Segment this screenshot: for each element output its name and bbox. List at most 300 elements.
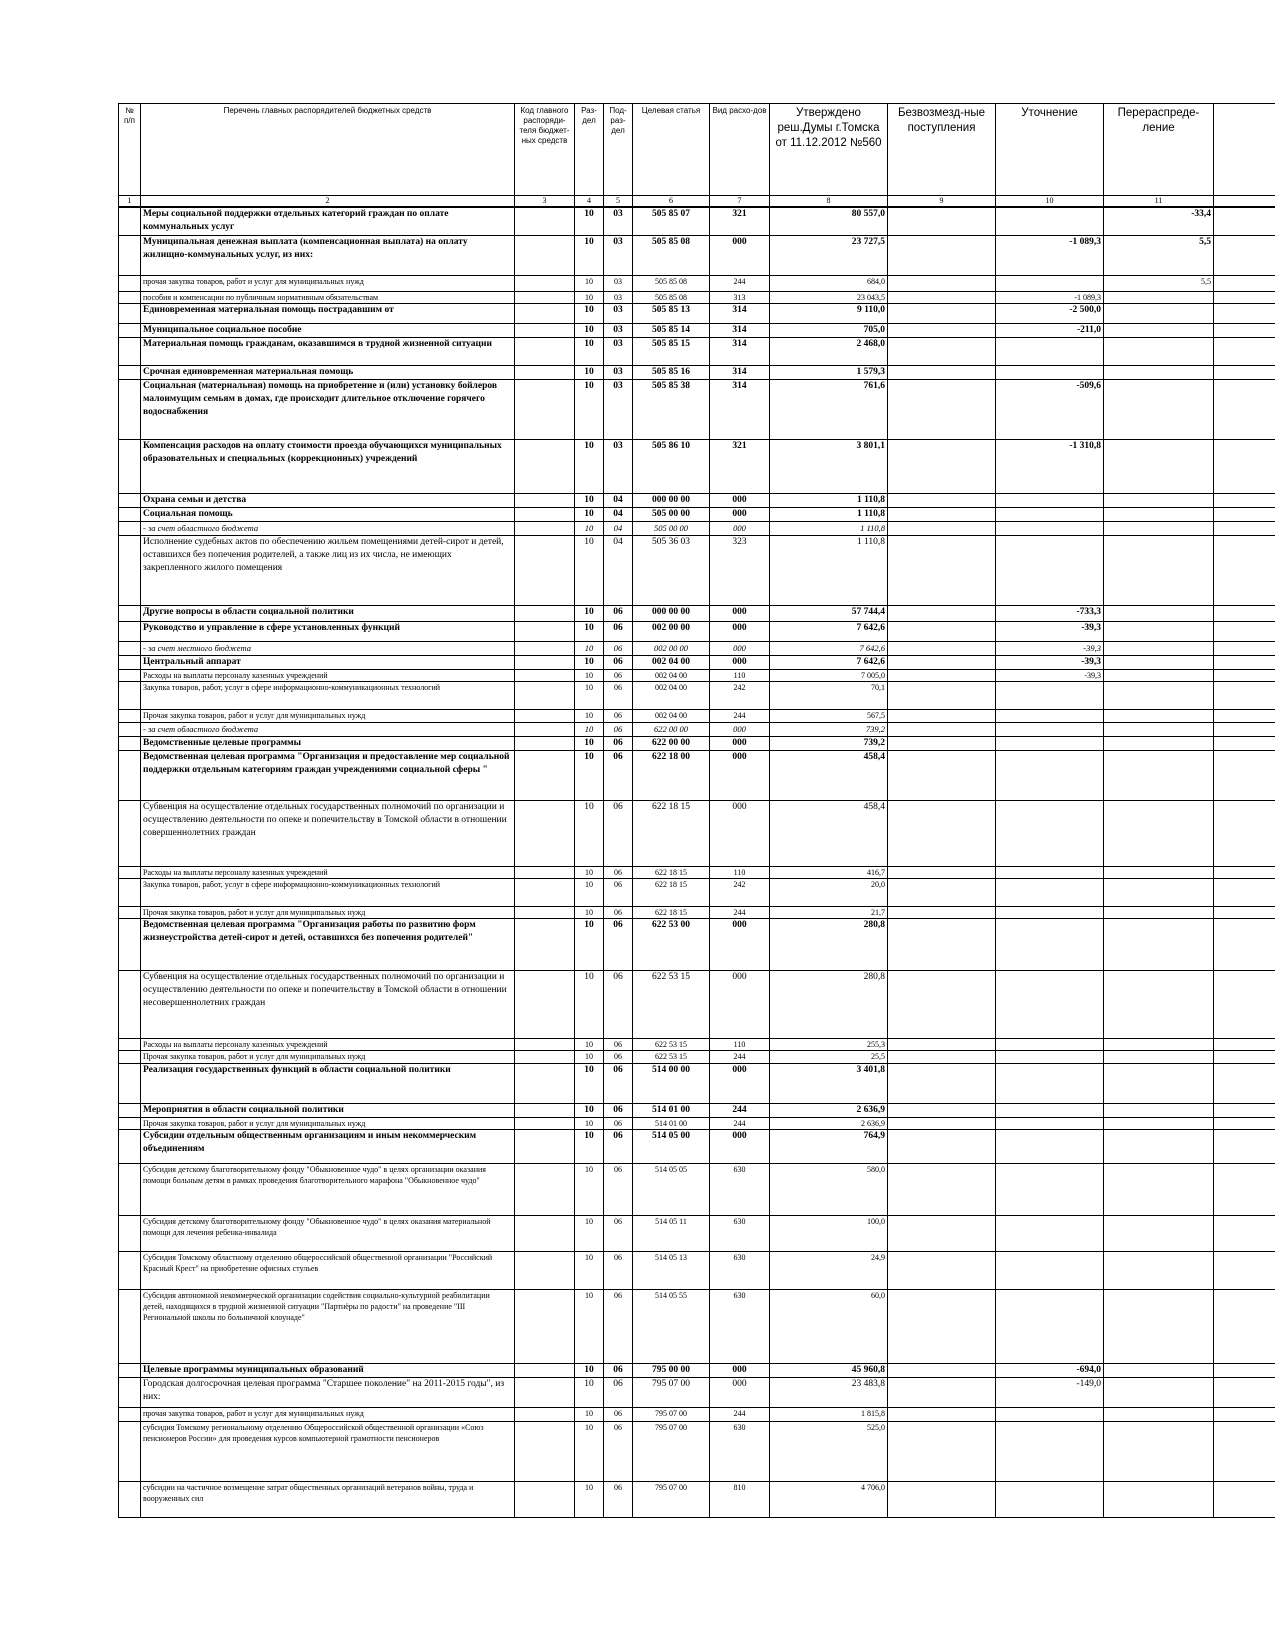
cell-vid: 000 [710,235,770,275]
cell-num [119,750,141,800]
cell-podrazdel: 03 [604,365,633,379]
cell-pereraspredelenie [1104,1363,1214,1377]
cell-num [119,800,141,866]
cell-pereraspredelenie [1104,1481,1214,1517]
cell-razdel: 10 [575,507,604,521]
cell-utverzhdeno: 70,1 [770,681,888,709]
cell-utverzhdeno: 45 960,8 [770,1363,888,1377]
cell-utverzhdeno: 4 706,0 [770,1481,888,1517]
header-num: № п/п [119,104,141,196]
table-row [119,1103,1275,1117]
cell-vid: 000 [710,800,770,866]
cell-utverzhdeno: 25,5 [770,1050,888,1063]
cell-pereraspredelenie [1104,681,1214,709]
cell-pereraspredelenie [1104,605,1214,621]
cell-statya: 002 04 00 [633,669,710,681]
cell-name: Другие вопросы в области социальной политики [141,605,515,621]
cell-statya: 505 85 14 [633,323,710,337]
cell-cut [1214,641,1275,655]
cell-utochnenie [996,800,1104,866]
cell-utochnenie [996,1050,1104,1063]
cell-kod [515,669,575,681]
cell-name: Расходы на выплаты персоналу казенных учреждений [141,866,515,878]
cell-utverzhdeno: 60,0 [770,1289,888,1363]
cell-cut [1214,878,1275,906]
cell-cut [1214,1251,1275,1289]
cell-num [119,337,141,365]
cell-statya: 514 00 00 [633,1063,710,1103]
cell-num [119,1050,141,1063]
cell-cut [1214,655,1275,669]
cell-podrazdel: 06 [604,906,633,918]
cell-pereraspredelenie [1104,709,1214,722]
cell-razdel: 10 [575,1377,604,1407]
cell-num [119,207,141,235]
cell-utverzhdeno: 1 815,8 [770,1407,888,1421]
cell-statya: 622 53 15 [633,1050,710,1063]
cell-kod [515,493,575,507]
table-row [119,722,1275,736]
cell-pereraspredelenie [1104,535,1214,605]
cell-name: субсидия Томскому региональному отделению Общероссийской общественной организации «Союз пенсионеров России» для проведения курсов компьютерной грамотности пенсионеров [141,1421,515,1481]
cell-razdel: 10 [575,535,604,605]
cell-kod [515,1163,575,1215]
cell-cut [1214,621,1275,641]
cell-kod [515,1363,575,1377]
index-cell: 9 [888,196,996,208]
cell-razdel: 10 [575,1103,604,1117]
cell-utverzhdeno: 57 744,4 [770,605,888,621]
cell-utochnenie [996,1103,1104,1117]
cell-podrazdel: 06 [604,722,633,736]
cell-pereraspredelenie [1104,1063,1214,1103]
cell-vid: 244 [710,1117,770,1129]
cell-bezvozmezdnye [888,1103,996,1117]
header-cut-column [1214,104,1275,196]
cell-cut [1214,235,1275,275]
cell-utverzhdeno: 3 401,8 [770,1063,888,1103]
cell-pereraspredelenie [1104,1421,1214,1481]
cell-bezvozmezdnye [888,439,996,493]
cell-cut [1214,866,1275,878]
cell-podrazdel: 06 [604,669,633,681]
cell-vid: 000 [710,493,770,507]
cell-statya: 505 00 00 [633,521,710,535]
table-row [119,878,1275,906]
cell-num [119,669,141,681]
cell-utochnenie [996,207,1104,235]
index-cell: 7 [710,196,770,208]
cell-kod [515,709,575,722]
cell-cut [1214,365,1275,379]
cell-cut [1214,1129,1275,1163]
cell-statya: 002 00 00 [633,621,710,641]
cell-vid: 314 [710,323,770,337]
cell-cut [1214,1363,1275,1377]
table-header [119,104,1275,208]
cell-pereraspredelenie [1104,1377,1214,1407]
cell-pereraspredelenie [1104,1103,1214,1117]
cell-podrazdel: 06 [604,1129,633,1163]
cell-utverzhdeno: 3 801,1 [770,439,888,493]
cell-name: - за счет местного бюджета [141,641,515,655]
cell-statya: 795 00 00 [633,1363,710,1377]
cell-razdel: 10 [575,1421,604,1481]
cell-kod [515,439,575,493]
cell-name: Ведомственная целевая программа "Организация и предоставление мер социальной поддержки отдельным категориям граждан учреждениями социальной сферы " [141,750,515,800]
cell-cut [1214,439,1275,493]
cell-pereraspredelenie [1104,337,1214,365]
cell-cut [1214,507,1275,521]
cell-vid: 630 [710,1251,770,1289]
table-row [119,1251,1275,1289]
cell-name: Субвенция на осуществление отдельных государственных полномочий по организации и осуществлению деятельности по опеке и попечительству в Томской области в отношении несовершеннолетних граждан [141,970,515,1038]
cell-num [119,1251,141,1289]
cell-utochnenie [996,906,1104,918]
table-row [119,1377,1275,1407]
cell-utochnenie [996,1215,1104,1251]
cell-pereraspredelenie: 5,5 [1104,275,1214,291]
cell-kod [515,878,575,906]
cell-kod [515,681,575,709]
cell-vid: 313 [710,291,770,303]
table-row [119,1117,1275,1129]
cell-statya: 505 85 07 [633,207,710,235]
cell-statya: 505 85 15 [633,337,710,365]
cell-utverzhdeno: 1 110,8 [770,521,888,535]
cell-podrazdel: 06 [604,918,633,970]
cell-utochnenie [996,535,1104,605]
cell-kod [515,918,575,970]
cell-podrazdel: 06 [604,681,633,709]
cell-kod [515,1103,575,1117]
cell-name: Реализация государственных функций в области социальной политики [141,1063,515,1103]
cell-vid: 244 [710,1050,770,1063]
cell-razdel: 10 [575,323,604,337]
cell-utochnenie: -39,3 [996,621,1104,641]
cell-razdel: 10 [575,379,604,439]
table-row [119,621,1275,641]
cell-kod [515,621,575,641]
cell-kod [515,535,575,605]
table-row [119,291,1275,303]
cell-bezvozmezdnye [888,1481,996,1517]
cell-podrazdel: 03 [604,291,633,303]
cell-statya: 622 53 00 [633,918,710,970]
cell-vid: 000 [710,1377,770,1407]
cell-name: Расходы на выплаты персоналу казенных учреждений [141,1038,515,1050]
cell-podrazdel: 03 [604,207,633,235]
cell-bezvozmezdnye [888,681,996,709]
table-row [119,1363,1275,1377]
cell-pereraspredelenie [1104,439,1214,493]
cell-razdel: 10 [575,291,604,303]
cell-podrazdel: 06 [604,1289,633,1363]
cell-num [119,1117,141,1129]
cell-bezvozmezdnye [888,1363,996,1377]
cell-utochnenie [996,1251,1104,1289]
index-cell: 2 [141,196,515,208]
cell-razdel: 10 [575,1407,604,1421]
cell-bezvozmezdnye [888,1038,996,1050]
cell-kod [515,1038,575,1050]
header-utochnenie: Уточнение [996,104,1104,196]
cell-utochnenie [996,1129,1104,1163]
cell-utochnenie [996,275,1104,291]
cell-utochnenie [996,1421,1104,1481]
cell-statya: 622 00 00 [633,722,710,736]
cell-statya: 622 00 00 [633,736,710,750]
table-row [119,521,1275,535]
cell-num [119,641,141,655]
cell-razdel: 10 [575,235,604,275]
cell-bezvozmezdnye [888,605,996,621]
cell-bezvozmezdnye [888,291,996,303]
cell-name: Руководство и управление в сфере установленных функций [141,621,515,641]
cell-razdel: 10 [575,709,604,722]
cell-utochnenie: -39,3 [996,655,1104,669]
cell-utochnenie [996,681,1104,709]
cell-kod [515,655,575,669]
cell-num [119,521,141,535]
cell-razdel: 10 [575,1481,604,1517]
cell-statya: 622 18 15 [633,800,710,866]
cell-vid: 000 [710,750,770,800]
cell-num [119,1377,141,1407]
table-row [119,669,1275,681]
table-row [119,918,1275,970]
cell-pereraspredelenie [1104,1050,1214,1063]
table-row [119,1215,1275,1251]
cell-razdel: 10 [575,1129,604,1163]
cell-utverzhdeno: 1 110,8 [770,493,888,507]
cell-razdel: 10 [575,878,604,906]
table-row [119,866,1275,878]
cell-name: Субсидия автономной некоммерческой организации содействия социально-культурной реабилитации детей, находящихся в трудной жизненной ситуации "Партнёры по радости" на проведение "III Региональной школы по больничной клоунаде" [141,1289,515,1363]
cell-name: Срочная единовременная материальная помощь [141,365,515,379]
cell-bezvozmezdnye [888,1117,996,1129]
cell-bezvozmezdnye [888,722,996,736]
cell-kod [515,1117,575,1129]
cell-bezvozmezdnye [888,1407,996,1421]
cell-statya: 514 01 00 [633,1103,710,1117]
cell-utochnenie [996,878,1104,906]
cell-razdel: 10 [575,1289,604,1363]
cell-cut [1214,1050,1275,1063]
cell-cut [1214,1407,1275,1421]
cell-cut [1214,303,1275,323]
cell-razdel: 10 [575,1050,604,1063]
cell-statya: 514 05 55 [633,1289,710,1363]
cell-cut [1214,681,1275,709]
header-pereraspredelenie: Перераспреде-ление [1104,104,1214,196]
cell-kod [515,303,575,323]
cell-utochnenie [996,866,1104,878]
cell-num [119,1103,141,1117]
cell-name: Прочая закупка товаров, работ и услуг для муниципальных нужд [141,1050,515,1063]
cell-name: Ведомственная целевая программа "Организация работы по развитию форм жизнеустройства детей-сирот и детей, оставшихся без попечения родителей" [141,918,515,970]
cell-razdel: 10 [575,275,604,291]
table-row [119,1129,1275,1163]
cell-pereraspredelenie [1104,1407,1214,1421]
cell-pereraspredelenie [1104,669,1214,681]
table-body [119,207,1275,1517]
cell-razdel: 10 [575,1117,604,1129]
cell-cut [1214,709,1275,722]
cell-bezvozmezdnye [888,507,996,521]
cell-num [119,906,141,918]
cell-statya: 505 85 16 [633,365,710,379]
cell-cut [1214,736,1275,750]
cell-utochnenie [996,1481,1104,1517]
cell-utochnenie: -694,0 [996,1363,1104,1377]
cell-utverzhdeno: 2 468,0 [770,337,888,365]
cell-num [119,736,141,750]
cell-kod [515,641,575,655]
cell-vid: 244 [710,1103,770,1117]
cell-pereraspredelenie [1104,1215,1214,1251]
cell-vid: 630 [710,1421,770,1481]
cell-razdel: 10 [575,970,604,1038]
cell-statya: 505 85 38 [633,379,710,439]
cell-bezvozmezdnye [888,303,996,323]
cell-razdel: 10 [575,1251,604,1289]
cell-podrazdel: 06 [604,1117,633,1129]
cell-utverzhdeno: 280,8 [770,970,888,1038]
cell-name: Социальная (материальная) помощь на приобретение и (или) установку бойлеров малоимущим семьям в домах, где происходит длительное отключение горячего водоснабжения [141,379,515,439]
cell-razdel: 10 [575,621,604,641]
cell-vid: 000 [710,736,770,750]
cell-utverzhdeno: 567,5 [770,709,888,722]
cell-num [119,1407,141,1421]
index-cell: 3 [515,196,575,208]
cell-utverzhdeno: 684,0 [770,275,888,291]
cell-num [119,621,141,641]
cell-podrazdel: 04 [604,535,633,605]
cell-bezvozmezdnye [888,641,996,655]
cell-bezvozmezdnye [888,906,996,918]
cell-num [119,1481,141,1517]
cell-bezvozmezdnye [888,365,996,379]
cell-name: Материальная помощь гражданам, оказавшимся в трудной жизненной ситуации [141,337,515,365]
cell-name: пособия и компенсации по публичным нормативным обязательствам [141,291,515,303]
cell-vid: 630 [710,1215,770,1251]
table-row [119,681,1275,709]
cell-statya: 505 86 10 [633,439,710,493]
cell-vid: 000 [710,605,770,621]
cell-statya: 505 00 00 [633,507,710,521]
cell-utochnenie [996,918,1104,970]
cell-vid: 321 [710,207,770,235]
index-cell [1214,196,1275,208]
cell-podrazdel: 06 [604,1038,633,1050]
cell-utverzhdeno: 458,4 [770,800,888,866]
table-row [119,1050,1275,1063]
cell-pereraspredelenie [1104,655,1214,669]
cell-kod [515,722,575,736]
cell-bezvozmezdnye [888,970,996,1038]
cell-kod [515,207,575,235]
cell-vid: 000 [710,722,770,736]
cell-name: Муниципальное социальное пособие [141,323,515,337]
cell-cut [1214,493,1275,507]
cell-podrazdel: 06 [604,800,633,866]
index-cell: 4 [575,196,604,208]
cell-utverzhdeno: 2 636,9 [770,1103,888,1117]
cell-utochnenie [996,736,1104,750]
cell-name: Прочая закупка товаров, работ и услуг для муниципальных нужд [141,1117,515,1129]
cell-vid: 000 [710,621,770,641]
cell-utverzhdeno: 100,0 [770,1215,888,1251]
cell-utochnenie: -1 089,3 [996,291,1104,303]
cell-utochnenie [996,507,1104,521]
cell-utverzhdeno: 7 005,0 [770,669,888,681]
table-row [119,303,1275,323]
table-row [119,439,1275,493]
cell-podrazdel: 06 [604,1481,633,1517]
cell-podrazdel: 04 [604,521,633,535]
cell-statya: 514 05 00 [633,1129,710,1163]
cell-num [119,866,141,878]
cell-pereraspredelenie [1104,918,1214,970]
cell-bezvozmezdnye [888,655,996,669]
cell-pereraspredelenie [1104,365,1214,379]
cell-name: - за счет областного бюджета [141,521,515,535]
budget-sheet [118,103,1275,1650]
cell-name: субсидии на частичное возмещение затрат общественных организаций ветеранов войны, труда и вооруженных сил [141,1481,515,1517]
cell-num [119,365,141,379]
cell-razdel: 10 [575,521,604,535]
cell-vid: 110 [710,1038,770,1050]
cell-podrazdel: 06 [604,736,633,750]
cell-vid: 000 [710,521,770,535]
cell-podrazdel: 06 [604,709,633,722]
cell-utochnenie [996,1038,1104,1050]
cell-kod [515,337,575,365]
cell-num [119,878,141,906]
column-index-row [119,196,1275,208]
cell-num [119,722,141,736]
cell-podrazdel: 06 [604,1050,633,1063]
cell-podrazdel: 06 [604,878,633,906]
cell-podrazdel: 03 [604,379,633,439]
cell-razdel: 10 [575,439,604,493]
cell-statya: 000 00 00 [633,605,710,621]
index-cell: 10 [996,196,1104,208]
cell-vid: 244 [710,1407,770,1421]
cell-utverzhdeno: 525,0 [770,1421,888,1481]
cell-vid: 810 [710,1481,770,1517]
cell-utverzhdeno: 416,7 [770,866,888,878]
cell-razdel: 10 [575,750,604,800]
cell-num [119,918,141,970]
cell-name: Мероприятия в области социальной политики [141,1103,515,1117]
table-row [119,750,1275,800]
cell-utverzhdeno: 7 642,6 [770,641,888,655]
cell-num [119,1038,141,1050]
cell-utochnenie [996,709,1104,722]
table-row [119,906,1275,918]
cell-bezvozmezdnye [888,379,996,439]
cell-utverzhdeno: 1 110,8 [770,535,888,605]
cell-podrazdel: 03 [604,275,633,291]
cell-pereraspredelenie [1104,1251,1214,1289]
table-row [119,379,1275,439]
cell-utverzhdeno: 580,0 [770,1163,888,1215]
cell-num [119,1063,141,1103]
cell-num [119,970,141,1038]
cell-kod [515,275,575,291]
